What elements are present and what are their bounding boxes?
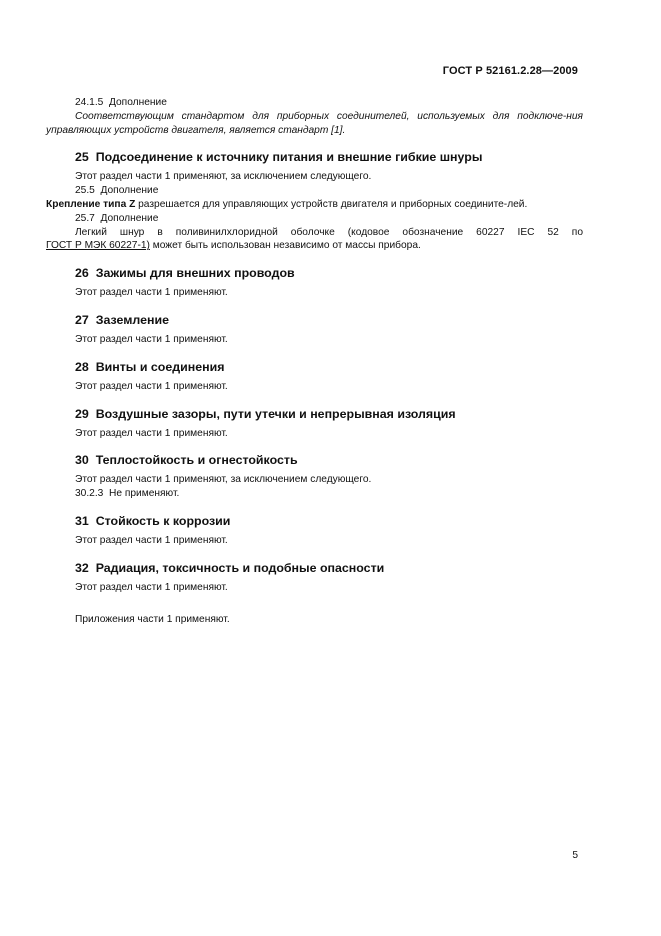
- clause-number: 25.7: [75, 212, 95, 224]
- section-31-heading: [75, 513, 583, 529]
- clause-text: Соответствующим стандартом для приборных соединителей, используемых для подключе-ния управляющих устройств двигателя, является стандарт [1].: [46, 110, 583, 136]
- bold-term: Крепление типа Z: [46, 198, 136, 210]
- section-31-text: Этот раздел части 1 применяют.: [75, 534, 228, 546]
- document-header-id: ГОСТ Р 52161.2.28—2009: [442, 65, 578, 77]
- section-title: Заземление: [95, 312, 169, 327]
- clause-25-5-text: [46, 198, 583, 212]
- section-title: Теплостойкость и огнестойкость: [95, 453, 298, 468]
- section-27-heading: [75, 312, 583, 328]
- section-32-text: Этот раздел части 1 применяют.: [75, 581, 228, 593]
- page-content: [46, 96, 583, 626]
- section-26-heading: [75, 265, 583, 281]
- section-title: Стойкость к коррозии: [95, 513, 231, 528]
- section-title: Воздушные зазоры, пути утечки и непрерывная изоляция: [95, 406, 456, 421]
- section-number: 30: [75, 453, 89, 468]
- clause-24-1-5-text: [46, 110, 583, 138]
- clause-25-7-heading: [75, 212, 583, 226]
- section-number: 29: [75, 406, 89, 421]
- section-number: 27: [75, 312, 89, 327]
- clause-24-1-5-heading: [75, 96, 583, 110]
- clause-30-2-3: [75, 487, 583, 501]
- section-26-text: Этот раздел части 1 применяют.: [75, 287, 228, 299]
- section-number: 25: [75, 150, 89, 165]
- section-title: Радиация, токсичность и подобные опасности: [95, 560, 385, 575]
- section-number: 28: [75, 359, 89, 374]
- page-number: 5: [572, 850, 578, 861]
- section-25-intro: Этот раздел части 1 применяют, за исключением следующего.: [75, 171, 372, 183]
- clause-25-5-heading: [75, 184, 583, 198]
- section-title: Подсоединение к источнику питания и внешние гибкие шнуры: [95, 150, 483, 165]
- section-title: Зажимы для внешних проводов: [95, 266, 295, 281]
- section-title: Винты и соединения: [95, 359, 225, 374]
- clause-number: 25.5: [75, 185, 95, 197]
- section-28-heading: [75, 359, 583, 375]
- section-32-heading: [75, 560, 583, 576]
- section-30-text: Этот раздел части 1 применяют, за исключением следующего.: [75, 474, 372, 486]
- clause-title: Дополнение: [109, 97, 167, 108]
- clause-text: Не применяют.: [109, 488, 180, 500]
- clause-title: Дополнение: [100, 185, 159, 197]
- section-25-heading: [75, 149, 583, 165]
- section-30-heading: [75, 452, 583, 468]
- section-27-text: Этот раздел части 1 применяют.: [75, 333, 228, 345]
- clause-25-7-text: [46, 226, 583, 254]
- clause-text-line1: Легкий шнур в поливинилхлоридной оболочке (кодовое обозначение 60227 IEC 52 по: [75, 226, 583, 238]
- standard-reference-link[interactable]: ГОСТ Р МЭК 60227-1): [46, 240, 150, 252]
- section-29-heading: [75, 406, 583, 422]
- section-number: 26: [75, 266, 89, 281]
- clause-number: 24.1.5: [75, 97, 104, 108]
- clause-number: 30.2.3: [75, 488, 104, 500]
- section-number: 32: [75, 560, 89, 575]
- section-28-text: Этот раздел части 1 применяют.: [75, 380, 228, 392]
- clause-title: Дополнение: [100, 212, 159, 224]
- section-29-text: Этот раздел части 1 применяют.: [75, 427, 228, 439]
- clause-text: разрешается для управляющих устройств двигателя и приборных соедините-лей.: [135, 198, 528, 210]
- clause-text-line2: может быть использован независимо от массы прибора.: [149, 240, 421, 252]
- section-number: 31: [75, 513, 89, 528]
- annex-note: Приложения части 1 применяют.: [75, 613, 230, 625]
